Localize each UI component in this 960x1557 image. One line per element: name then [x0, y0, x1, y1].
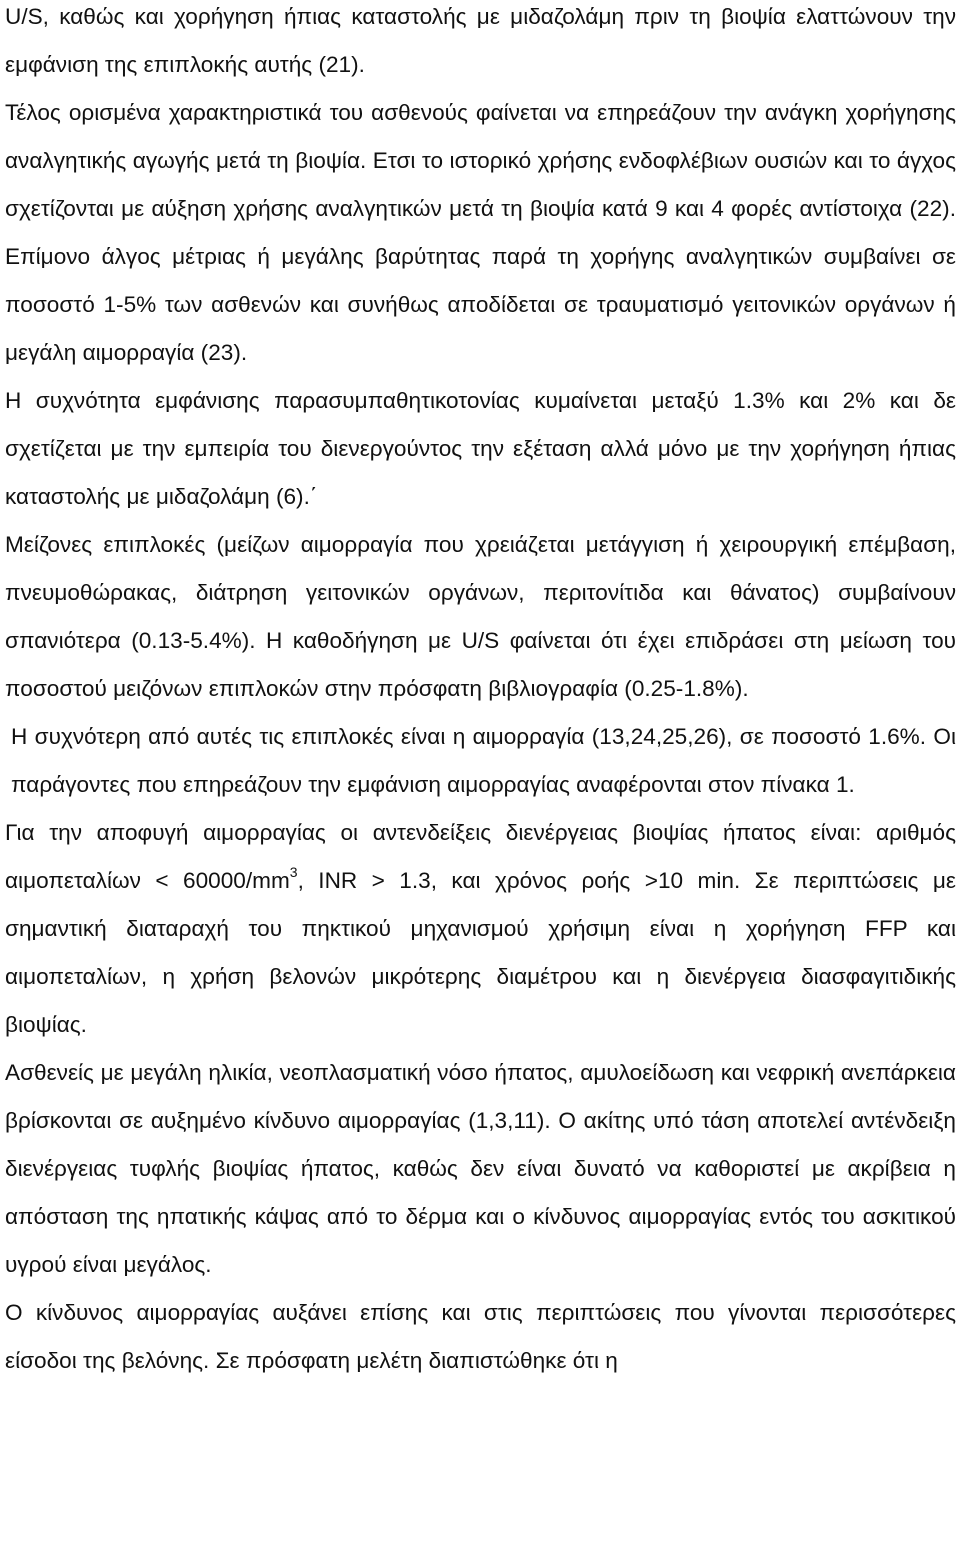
contraindications-text-start: Για την αποφυγή αιμορραγίας οι αντενδείξεις διενέργειας βιοψίας ήπατος είναι: αριθμός αιμοπεταλίων < 60000/mm — [5, 820, 956, 893]
paragraph-risk-groups: Ασθενείς με μεγάλη ηλικία, νεοπλασματική νόσο ήπατος, αμυλοείδωση και νεφρική ανεπάρκεια βρίσκονται σε αυξημένο κίνδυνο αιμορραγίας (1,3,11). Ο ακίτης υπό τάση αποτελεί αντένδειξη διενέργειας τυφλής βιοψίας ήπατος, καθώς δεν είναι δυνατό να καθοριστεί με ακρίβεια η απόσταση της ηπατικής κάψας από το δέρμα και ο κίνδυνος αιμορραγίας εντός του ασκιτικού υγρού είναι μεγάλος. — [5, 1060, 956, 1277]
paragraph-contraindications — [5, 809, 956, 1049]
contraindications-text-end: , INR > 1.3, και χρόνος ροής >10 min. Σε περιπτώσεις με σημαντική διαταραχή του πηκτικού μηχανισμού χρήσιμη είναι η χορήγηση FFP και αιμοπεταλίων, η χρήση βελονών μικρότερης διαμέτρου και η διενέργεια διασφαγιτιδικής βιοψίας. — [5, 868, 956, 1037]
paragraph-parasympathetic: Η συχνότητα εμφάνισης παρασυμπαθητικοτονίας κυμαίνεται μεταξύ 1.3% και 2% και δε σχετίζεται με την εμπειρία του διενεργούντος την εξέταση αλλά μόνο με την χορήγηση ήπιας καταστολής με μιδαζολάμη (6).΄ — [5, 388, 956, 509]
paragraph-needle-passes: Ο κίνδυνος αιμορραγίας αυξάνει επίσης και στις περιπτώσεις που γίνονται περισσότερες είσοδοι της βελόνης. Σε πρόσφατη μελέτη διαπιστώθηκε ότι η — [5, 1300, 956, 1373]
paragraph-major-complications: Μείζονες επιπλοκές (μείζων αιμορραγία που χρειάζεται μετάγγιση ή χειρουργική επέμβαση, πνευμοθώρακας, διάτρηση γειτονικών οργάνων, περιτονίτιδα και θάνατος) συμβαίνουν σπανιότερα (0.13-5.4%). Η καθοδήγηση με U/S φαίνεται ότι έχει επιδράσει στη μείωση του ποσοστού μειζόνων επιπλοκών στην πρόσφατη βιβλιογραφία (0.25-1.8%). — [5, 532, 956, 701]
paragraph-analgesia-needs: Τέλος ορισμένα χαρακτηριστικά του ασθενούς φαίνεται να επηρεάζουν την ανάγκη χορήγησης αναλγητικής αγωγής μετά τη βιοψία. Ετσι το ιστορικό χρήσης ενδοφλέβιων ουσιών και το άγχος σχετίζονται με αύξηση χρήσης αναλγητικών μετά τη βιοψία κατά 9 και 4 φορές αντίστοιχα (22). Επίμονο άλγος μέτριας ή μεγάλης βαρύτητας παρά τη χορήγης αναλγητικών συμβαίνει σε ποσοστό 1-5% των ασθενών και συνήθως αποδίδεται σε τραυματισμό γειτονικών οργάνων ή μεγάλη αιμορραγία (23). — [5, 100, 956, 365]
paragraph-hemorrhage-frequency: Η συχνότερη από αυτές τις επιπλοκές είναι η αιμορραγία (13,24,25,26), σε ποσοστό 1.6%. Οι παράγοντες που επηρεάζουν την εμφάνιση αιμορραγίας αναφέρονται στον πίνακα 1. — [11, 724, 956, 797]
paragraph-ultrasound-sedation: U/S, καθώς και χορήγηση ήπιας καταστολής με μιδαζολάμη πριν τη βιοψία ελαττώνουν την εμφάνιση της επιπλοκής αυτής (21). — [5, 4, 956, 77]
document-page — [5, 0, 956, 1385]
superscript-cubed: 3 — [289, 864, 298, 881]
